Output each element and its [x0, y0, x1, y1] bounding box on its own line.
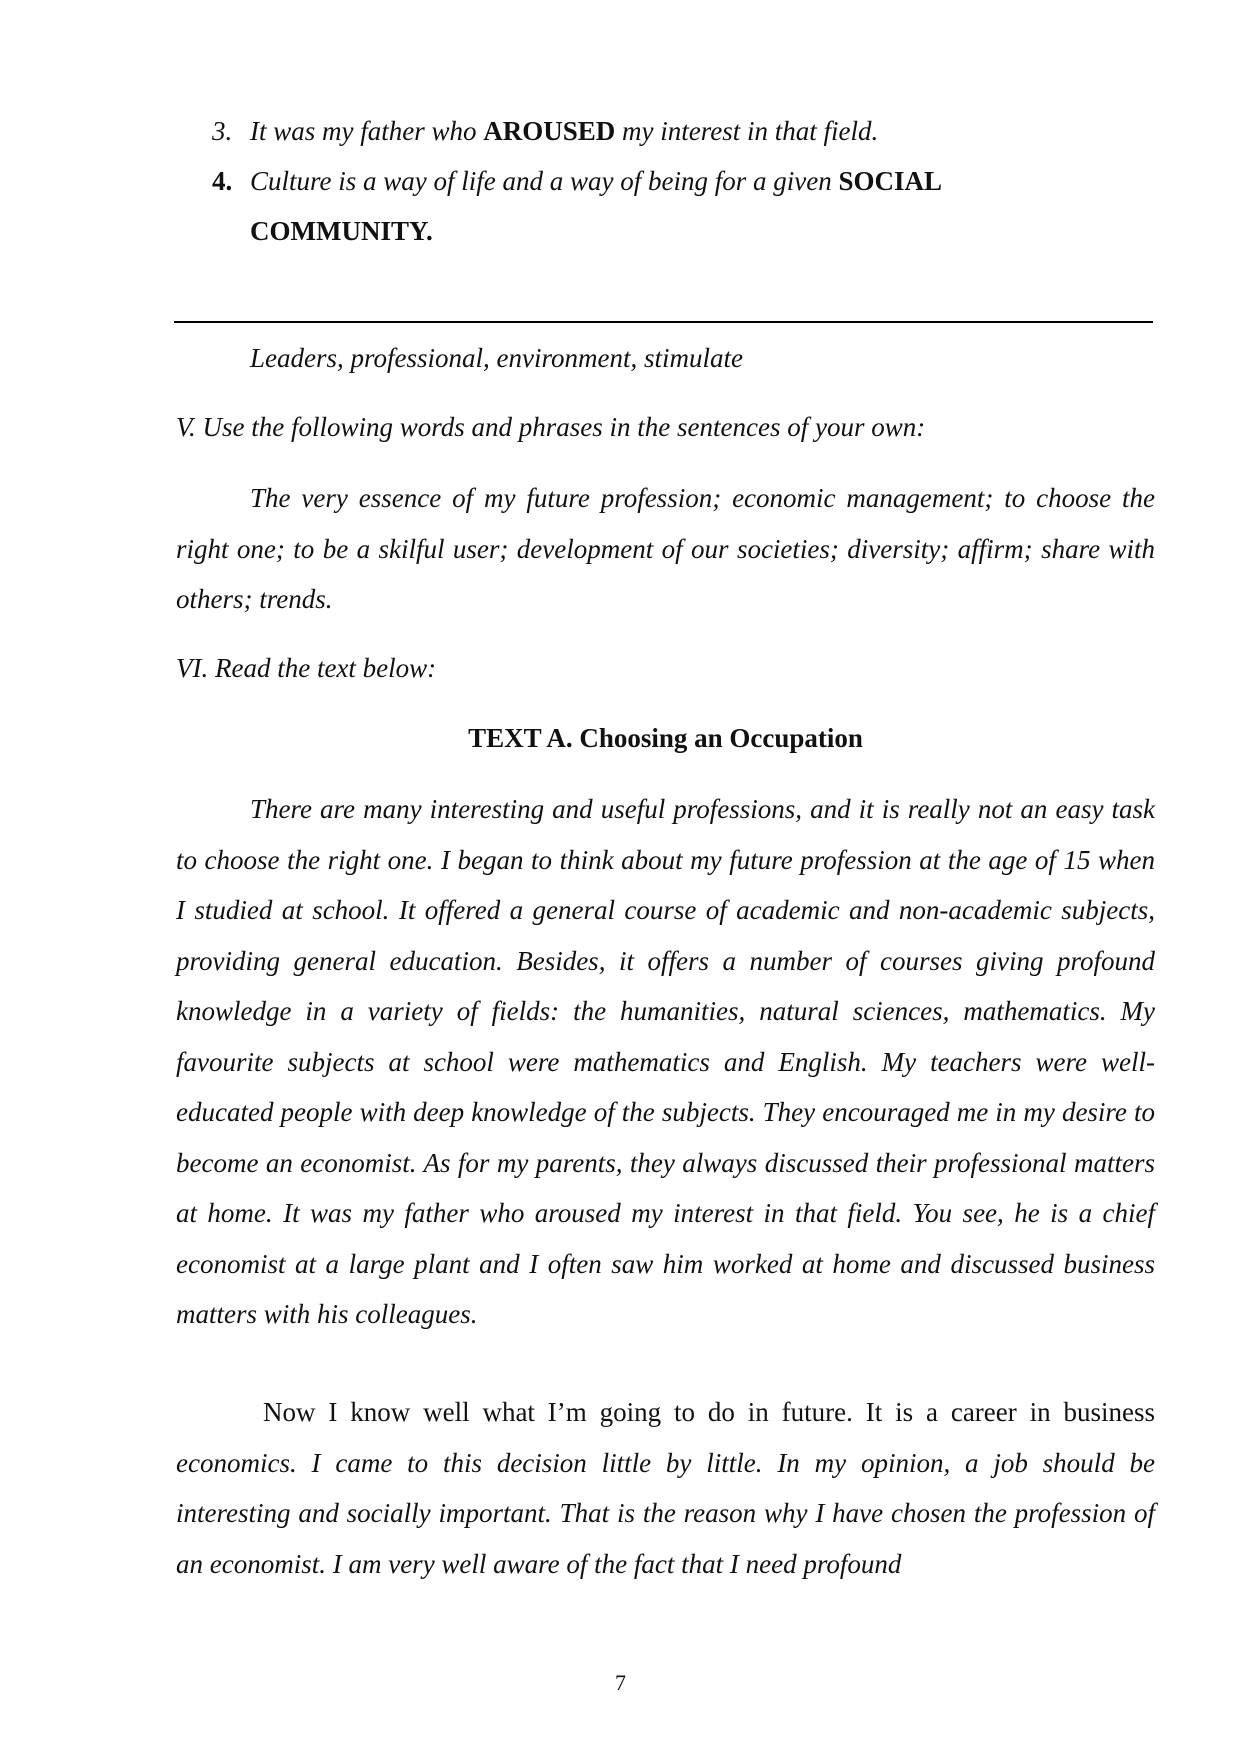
item-text: It was my father who [250, 116, 484, 146]
horizontal-rule [174, 321, 1153, 323]
item-text: Culture is a way of life and a way of being for a given [250, 166, 839, 196]
word-list: Leaders, professional, environment, stimulate [250, 343, 743, 373]
text-a-paragraph-1: There are many interesting and useful professions, and it is really not an easy task to choose the right one. I began to think about my future profession at the age of 15 when I studied at school. It offered a general course of academic and non-academic subjects, providing general education. Besides, it offers a number of courses giving profound knowledge in a variety of fields: the humanities, natural sciences, mathematics. My favourite subjects at school were mathematics and English. My teachers were well-educated people with deep knowledge of the subjects. They encouraged me in my desire to become an economist. As for my parents, they always discussed their professional matters at home. It was my father who aroused my interest in that field. You see, he is a chief economist at a large plant and I often saw him worked at home and discussed business matters with his colleagues. [176, 794, 1155, 1329]
bold-keyword: COMMUNITY. [250, 216, 433, 246]
task-vi-instruction: VI. Read the text below: [176, 653, 437, 683]
bold-keyword: AROUSED [483, 116, 616, 146]
text-a-title: TEXT A. Choosing an Occupation [468, 723, 863, 753]
page-number: 7 [615, 1670, 626, 1695]
task-v-instruction: V. Use the following words and phrases in the sentences of your own: [176, 412, 926, 442]
paragraph-2-opening: Now I know well what I’m going to do in future. It is a career in business [263, 1397, 1155, 1427]
item-text: my interest in that field. [615, 116, 879, 146]
bold-keyword: SOCIAL [838, 166, 942, 196]
paragraph-2-continuation: economics. I came to this decision little by little. In my opinion, a job should be interesting and socially important. That is the reason why I have chosen the profession of an economist. I am very well aware of the fact that I need profound [176, 1447, 1155, 1579]
text-a-paragraph-2 [176, 1387, 1155, 1589]
task-v-phrases: The very essence of my future profession; economic management; to choose the right one; to be a skilful user; development of our societies; diversity; affirm; share with others; trends. [176, 483, 1155, 614]
numbered-item-3 [212, 106, 1032, 156]
item-number: 3. [212, 116, 233, 146]
item-number: 4. [212, 166, 233, 196]
numbered-item-4 [212, 156, 1032, 256]
